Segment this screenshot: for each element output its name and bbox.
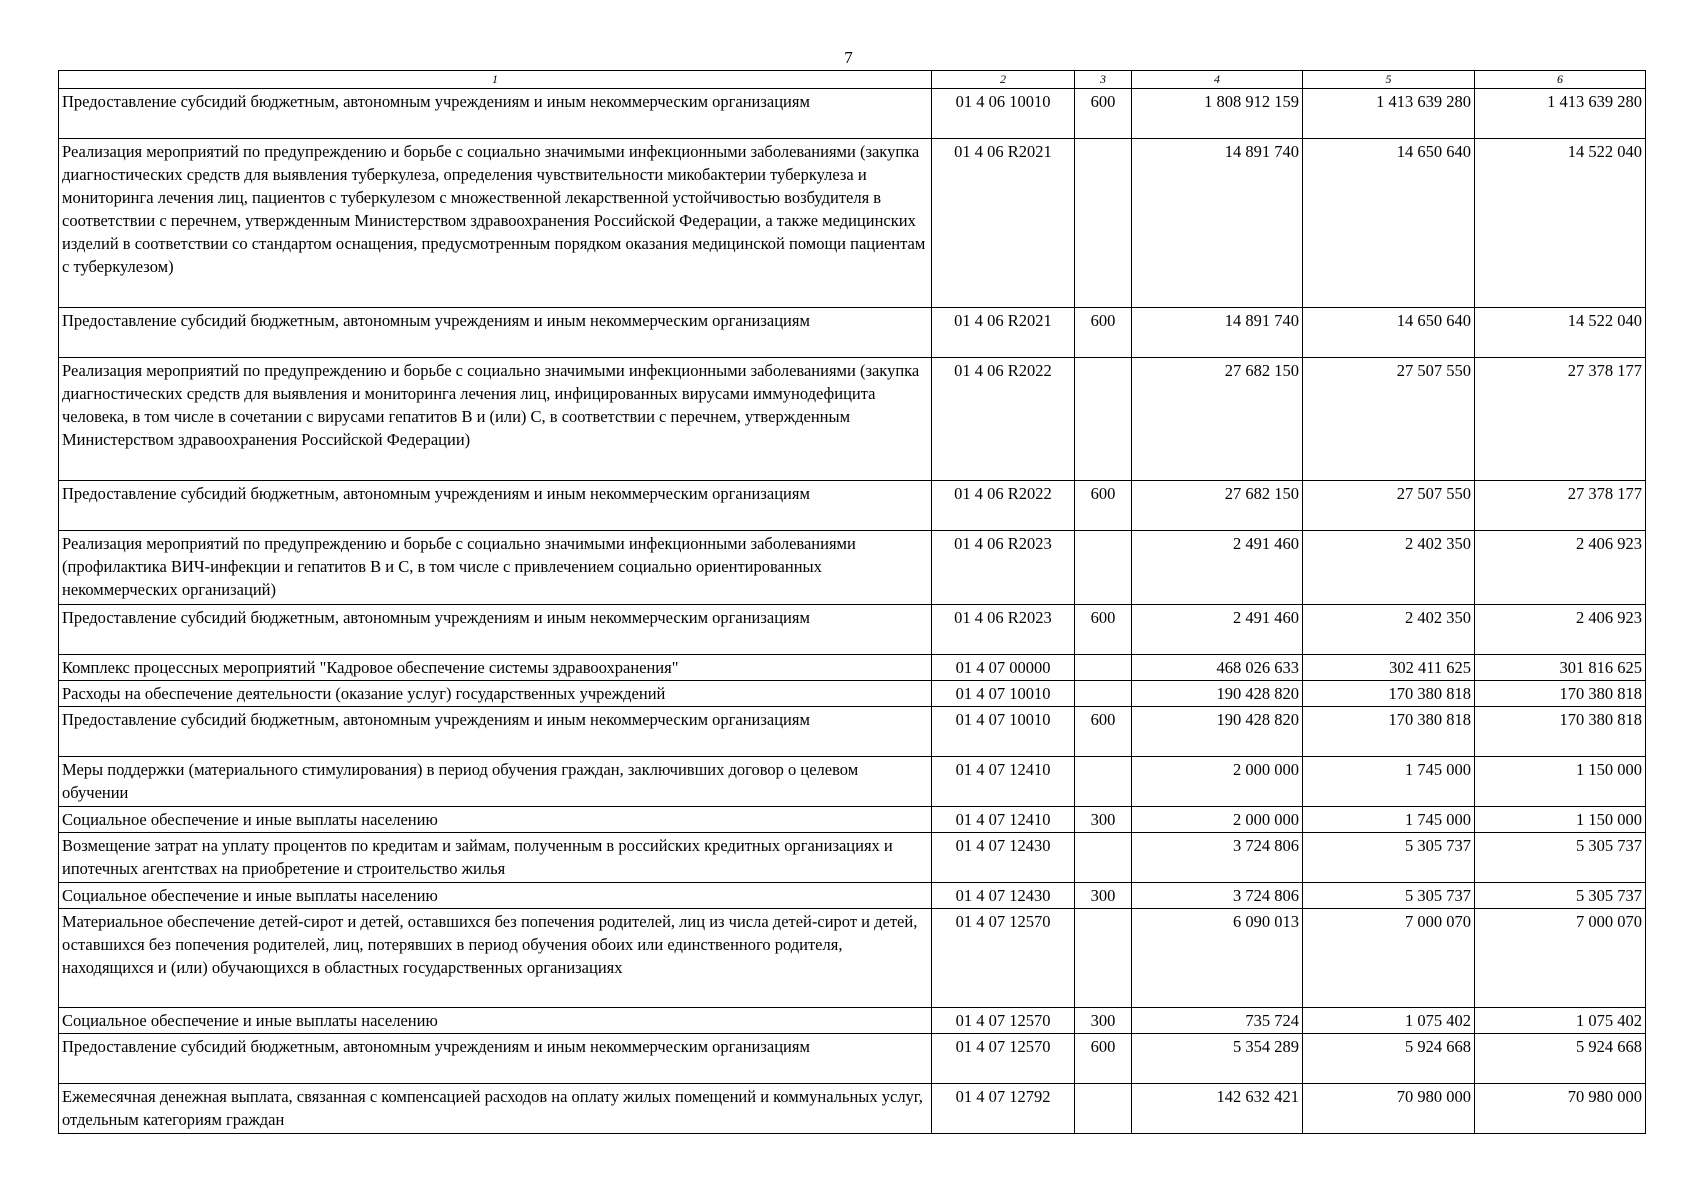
row-code: 01 4 07 12570 (932, 909, 1075, 1008)
table-row (59, 481, 1646, 531)
row-code: 01 4 07 12410 (932, 807, 1075, 833)
row-value-1: 190 428 820 (1132, 707, 1303, 757)
row-value-1: 14 891 740 (1132, 139, 1303, 308)
row-name: Возмещение затрат на уплату процентов по кредитам и займам, полученным в российских кредитных организациях и ипотечных агентствах на приобретение и строительство жилья (59, 833, 932, 883)
row-name: Социальное обеспечение и иные выплаты населению (59, 1008, 932, 1034)
row-value-2: 5 924 668 (1303, 1034, 1475, 1084)
row-expense-type: 600 (1075, 308, 1132, 358)
table-row (59, 681, 1646, 707)
table-row (59, 707, 1646, 757)
row-code: 01 4 07 12570 (932, 1008, 1075, 1034)
row-code: 01 4 06 R2023 (932, 531, 1075, 605)
row-value-1: 2 491 460 (1132, 531, 1303, 605)
row-value-3: 301 816 625 (1475, 655, 1646, 681)
row-expense-type (1075, 655, 1132, 681)
row-value-3: 14 522 040 (1475, 139, 1646, 308)
row-value-3: 1 150 000 (1475, 807, 1646, 833)
row-value-1: 5 354 289 (1132, 1034, 1303, 1084)
row-value-3: 1 413 639 280 (1475, 89, 1646, 139)
row-value-1: 6 090 013 (1132, 909, 1303, 1008)
table-row (59, 1008, 1646, 1034)
row-value-1: 14 891 740 (1132, 308, 1303, 358)
row-value-1: 2 000 000 (1132, 807, 1303, 833)
row-expense-type: 300 (1075, 807, 1132, 833)
table-row (59, 308, 1646, 358)
row-value-2: 1 413 639 280 (1303, 89, 1475, 139)
row-value-2: 2 402 350 (1303, 531, 1475, 605)
column-number-5: 5 (1303, 71, 1475, 89)
row-expense-type (1075, 139, 1132, 308)
row-value-2: 302 411 625 (1303, 655, 1475, 681)
row-code: 01 4 06 R2023 (932, 605, 1075, 655)
row-name: Ежемесячная денежная выплата, связанная с компенсацией расходов на оплату жилых помещений и коммунальных услуг, отдельным категориям граждан (59, 1084, 932, 1134)
row-expense-type (1075, 833, 1132, 883)
row-value-3: 5 305 737 (1475, 883, 1646, 909)
row-value-3: 5 305 737 (1475, 833, 1646, 883)
row-name: Предоставление субсидий бюджетным, автономным учреждениям и иным некоммерческим организациям (59, 707, 932, 757)
table-row (59, 358, 1646, 481)
table-row (59, 1034, 1646, 1084)
row-code: 01 4 07 10010 (932, 681, 1075, 707)
row-value-1: 2 000 000 (1132, 757, 1303, 807)
row-name: Реализация мероприятий по предупреждению и борьбе с социально значимыми инфекционными заболеваниями (закупка диагностических средств для выявления туберкулеза, определения чувствительности микобактерии туберкулеза и мониторинга лечения лиц, пациентов с туберкулезом с множественной лекарственной устойчивостью возбудителя в соответствии с перечнем, утвержденным Министерством здравоохранения Российской Федерации, а также медицинских изделий в соответствии со стандартом оснащения, предусмотренным порядком оказания медицинской помощи пациентам с туберкулезом) (59, 139, 932, 308)
row-value-1: 142 632 421 (1132, 1084, 1303, 1134)
row-value-1: 27 682 150 (1132, 358, 1303, 481)
row-code: 01 4 07 12410 (932, 757, 1075, 807)
column-number-row (59, 71, 1646, 89)
row-expense-type (1075, 358, 1132, 481)
row-value-3: 27 378 177 (1475, 481, 1646, 531)
row-name: Социальное обеспечение и иные выплаты населению (59, 883, 932, 909)
table-row (59, 833, 1646, 883)
row-value-1: 3 724 806 (1132, 833, 1303, 883)
row-name: Расходы на обеспечение деятельности (оказание услуг) государственных учреждений (59, 681, 932, 707)
row-value-2: 170 380 818 (1303, 681, 1475, 707)
row-expense-type (1075, 757, 1132, 807)
row-value-1: 1 808 912 159 (1132, 89, 1303, 139)
table-row (59, 757, 1646, 807)
row-value-1: 27 682 150 (1132, 481, 1303, 531)
row-value-2: 5 305 737 (1303, 833, 1475, 883)
row-value-3: 1 150 000 (1475, 757, 1646, 807)
row-code: 01 4 06 R2022 (932, 481, 1075, 531)
row-code: 01 4 06 R2022 (932, 358, 1075, 481)
row-code: 01 4 06 10010 (932, 89, 1075, 139)
row-value-2: 1 745 000 (1303, 757, 1475, 807)
page-number: 7 (844, 48, 853, 67)
row-code: 01 4 06 R2021 (932, 139, 1075, 308)
table-row (59, 605, 1646, 655)
row-value-2: 170 380 818 (1303, 707, 1475, 757)
row-name: Социальное обеспечение и иные выплаты населению (59, 807, 932, 833)
row-value-2: 14 650 640 (1303, 139, 1475, 308)
row-value-3: 2 406 923 (1475, 531, 1646, 605)
row-value-3: 14 522 040 (1475, 308, 1646, 358)
row-code: 01 4 07 12570 (932, 1034, 1075, 1084)
row-name: Предоставление субсидий бюджетным, автономным учреждениям и иным некоммерческим организациям (59, 481, 932, 531)
table-row (59, 909, 1646, 1008)
row-expense-type (1075, 531, 1132, 605)
row-value-3: 1 075 402 (1475, 1008, 1646, 1034)
row-code: 01 4 07 10010 (932, 707, 1075, 757)
budget-table (58, 70, 1646, 1134)
column-number-6: 6 (1475, 71, 1646, 89)
table-row (59, 89, 1646, 139)
row-value-2: 27 507 550 (1303, 481, 1475, 531)
row-expense-type: 600 (1075, 481, 1132, 531)
row-code: 01 4 07 12430 (932, 883, 1075, 909)
row-name: Предоставление субсидий бюджетным, автономным учреждениям и иным некоммерческим организациям (59, 308, 932, 358)
row-value-1: 735 724 (1132, 1008, 1303, 1034)
row-name: Меры поддержки (материального стимулирования) в период обучения граждан, заключивших договор о целевом обучении (59, 757, 932, 807)
row-value-3: 7 000 070 (1475, 909, 1646, 1008)
row-expense-type (1075, 909, 1132, 1008)
row-value-2: 2 402 350 (1303, 605, 1475, 655)
row-value-3: 170 380 818 (1475, 681, 1646, 707)
row-value-1: 2 491 460 (1132, 605, 1303, 655)
row-value-2: 70 980 000 (1303, 1084, 1475, 1134)
row-expense-type: 600 (1075, 89, 1132, 139)
row-expense-type (1075, 681, 1132, 707)
row-value-3: 5 924 668 (1475, 1034, 1646, 1084)
row-value-3: 170 380 818 (1475, 707, 1646, 757)
row-code: 01 4 06 R2021 (932, 308, 1075, 358)
row-value-3: 27 378 177 (1475, 358, 1646, 481)
row-code: 01 4 07 00000 (932, 655, 1075, 681)
row-name: Предоставление субсидий бюджетным, автономным учреждениям и иным некоммерческим организациям (59, 1034, 932, 1084)
row-name: Реализация мероприятий по предупреждению и борьбе с социально значимыми инфекционными заболеваниями (профилактика ВИЧ-инфекции и гепатитов B и C, в том числе с привлечением социально ориентированных некоммерческих организаций) (59, 531, 932, 605)
table-row (59, 655, 1646, 681)
row-code: 01 4 07 12792 (932, 1084, 1075, 1134)
column-number-3: 3 (1075, 71, 1132, 89)
row-value-2: 5 305 737 (1303, 883, 1475, 909)
table-row (59, 139, 1646, 308)
row-expense-type: 600 (1075, 1034, 1132, 1084)
table-row (59, 883, 1646, 909)
row-name: Реализация мероприятий по предупреждению и борьбе с социально значимыми инфекционными заболеваниями (закупка диагностических средств для выявления и мониторинга лечения лиц, инфицированных вирусами иммунодефицита человека, в том числе в сочетании с вирусами гепатитов B и (или) C, в соответствии с перечнем, утвержденным Министерством здравоохранения Российской Федерации) (59, 358, 932, 481)
row-value-1: 468 026 633 (1132, 655, 1303, 681)
row-expense-type (1075, 1084, 1132, 1134)
row-value-1: 190 428 820 (1132, 681, 1303, 707)
row-expense-type: 300 (1075, 1008, 1132, 1034)
row-expense-type: 600 (1075, 605, 1132, 655)
row-value-2: 14 650 640 (1303, 308, 1475, 358)
table-row (59, 1084, 1646, 1134)
row-value-1: 3 724 806 (1132, 883, 1303, 909)
row-value-2: 27 507 550 (1303, 358, 1475, 481)
column-number-4: 4 (1132, 71, 1303, 89)
row-code: 01 4 07 12430 (932, 833, 1075, 883)
row-expense-type: 600 (1075, 707, 1132, 757)
row-name: Предоставление субсидий бюджетным, автономным учреждениям и иным некоммерческим организациям (59, 89, 932, 139)
row-value-2: 1 745 000 (1303, 807, 1475, 833)
column-number-1: 1 (59, 71, 932, 89)
table-row (59, 807, 1646, 833)
row-value-2: 7 000 070 (1303, 909, 1475, 1008)
row-value-2: 1 075 402 (1303, 1008, 1475, 1034)
row-value-3: 70 980 000 (1475, 1084, 1646, 1134)
row-name: Комплекс процессных мероприятий "Кадровое обеспечение системы здравоохранения" (59, 655, 932, 681)
column-number-2: 2 (932, 71, 1075, 89)
table-row (59, 531, 1646, 605)
row-name: Материальное обеспечение детей-сирот и детей, оставшихся без попечения родителей, лиц из числа детей-сирот и детей, оставшихся без попечения родителей, лиц, потерявших в период обучения обоих или единственного родителя, находящихся и (или) обучающихся в областных государственных организациях (59, 909, 932, 1008)
row-value-3: 2 406 923 (1475, 605, 1646, 655)
row-name: Предоставление субсидий бюджетным, автономным учреждениям и иным некоммерческим организациям (59, 605, 932, 655)
row-expense-type: 300 (1075, 883, 1132, 909)
